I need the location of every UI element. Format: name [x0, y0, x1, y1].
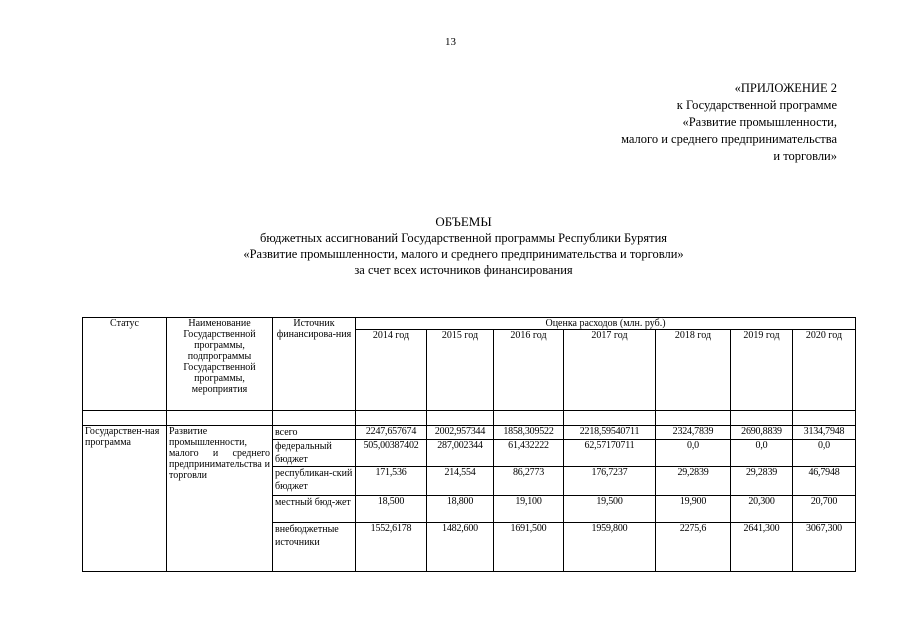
- program-name-cell: Развитие промышленности, малого и среднего предпринимательства и торговли: [167, 426, 273, 572]
- spacer-row: [83, 411, 856, 426]
- value-cell: 0,0: [731, 440, 793, 467]
- value-cell: 2275,6: [656, 523, 731, 572]
- title-line: бюджетных ассигнований Государственной программы Республики Бурятия: [259, 231, 668, 245]
- title-line: за счет всех источников финансирования: [354, 263, 573, 277]
- header-year: 2020 год: [793, 330, 856, 411]
- value-cell: 214,554: [427, 467, 494, 496]
- value-cell: 62,57170711: [564, 440, 656, 467]
- value-cell: 2247,657674: [356, 426, 427, 440]
- value-cell: 29,2839: [731, 467, 793, 496]
- table-row: [83, 426, 856, 440]
- header-estimate: Оценка расходов (млн. руб.): [356, 318, 856, 330]
- value-cell: 1858,309522: [494, 426, 564, 440]
- value-cell: 18,500: [356, 496, 427, 523]
- value-cell: 86,2773: [494, 467, 564, 496]
- header-status: Статус: [83, 318, 167, 411]
- value-cell: 287,002344: [427, 440, 494, 467]
- value-cell: 3067,300: [793, 523, 856, 572]
- budget-table: [82, 317, 856, 572]
- header-name: Наименование Государственной программы, подпрограммы Государственной программы, мероприятия: [167, 318, 273, 411]
- value-cell: 2002,957344: [427, 426, 494, 440]
- title-main: ОБЪЕМЫ: [435, 214, 492, 229]
- header-year: 2015 год: [427, 330, 494, 411]
- value-cell: 2690,8839: [731, 426, 793, 440]
- appendix-heading: [621, 80, 837, 165]
- value-cell: 29,2839: [656, 467, 731, 496]
- value-cell: 19,500: [564, 496, 656, 523]
- value-cell: 20,300: [731, 496, 793, 523]
- value-cell: 46,7948: [793, 467, 856, 496]
- value-cell: 20,700: [793, 496, 856, 523]
- source-cell: местный бюд-жет: [273, 496, 356, 523]
- appendix-line: «Развитие промышленности,: [682, 115, 837, 129]
- header-year: 2014 год: [356, 330, 427, 411]
- source-cell: республикан-ский бюджет: [273, 467, 356, 496]
- value-cell: 2324,7839: [656, 426, 731, 440]
- title-line: «Развитие промышленности, малого и среднего предпринимательства и торговли»: [243, 247, 684, 261]
- value-cell: 1552,6178: [356, 523, 427, 572]
- source-cell: внебюджетные источники: [273, 523, 356, 572]
- value-cell: 0,0: [793, 440, 856, 467]
- value-cell: 1482,600: [427, 523, 494, 572]
- source-cell: федеральный бюджет: [273, 440, 356, 467]
- value-cell: 19,100: [494, 496, 564, 523]
- value-cell: 176,7237: [564, 467, 656, 496]
- page-number: 13: [445, 36, 456, 48]
- value-cell: 0,0: [656, 440, 731, 467]
- appendix-line: к Государственной программе: [676, 98, 837, 112]
- header-year: 2017 год: [564, 330, 656, 411]
- header-row: [83, 318, 856, 330]
- value-cell: 3134,7948: [793, 426, 856, 440]
- status-cell: Государствен-ная программа: [83, 426, 167, 572]
- value-cell: 18,800: [427, 496, 494, 523]
- value-cell: 19,900: [656, 496, 731, 523]
- header-year: 2016 год: [494, 330, 564, 411]
- header-year: 2019 год: [731, 330, 793, 411]
- value-cell: 171,536: [356, 467, 427, 496]
- document-title: [0, 214, 905, 278]
- source-cell: всего: [273, 426, 356, 440]
- appendix-line: «ПРИЛОЖЕНИЕ 2: [734, 81, 837, 95]
- value-cell: 2218,59540711: [564, 426, 656, 440]
- value-cell: 61,432222: [494, 440, 564, 467]
- appendix-line: и торговли»: [773, 149, 837, 163]
- appendix-line: малого и среднего предпринимательства: [621, 132, 837, 146]
- header-year: 2018 год: [656, 330, 731, 411]
- header-source: Источник финансирова-ния: [273, 318, 356, 411]
- value-cell: 1959,800: [564, 523, 656, 572]
- value-cell: 505,00387402: [356, 440, 427, 467]
- value-cell: 1691,500: [494, 523, 564, 572]
- value-cell: 2641,300: [731, 523, 793, 572]
